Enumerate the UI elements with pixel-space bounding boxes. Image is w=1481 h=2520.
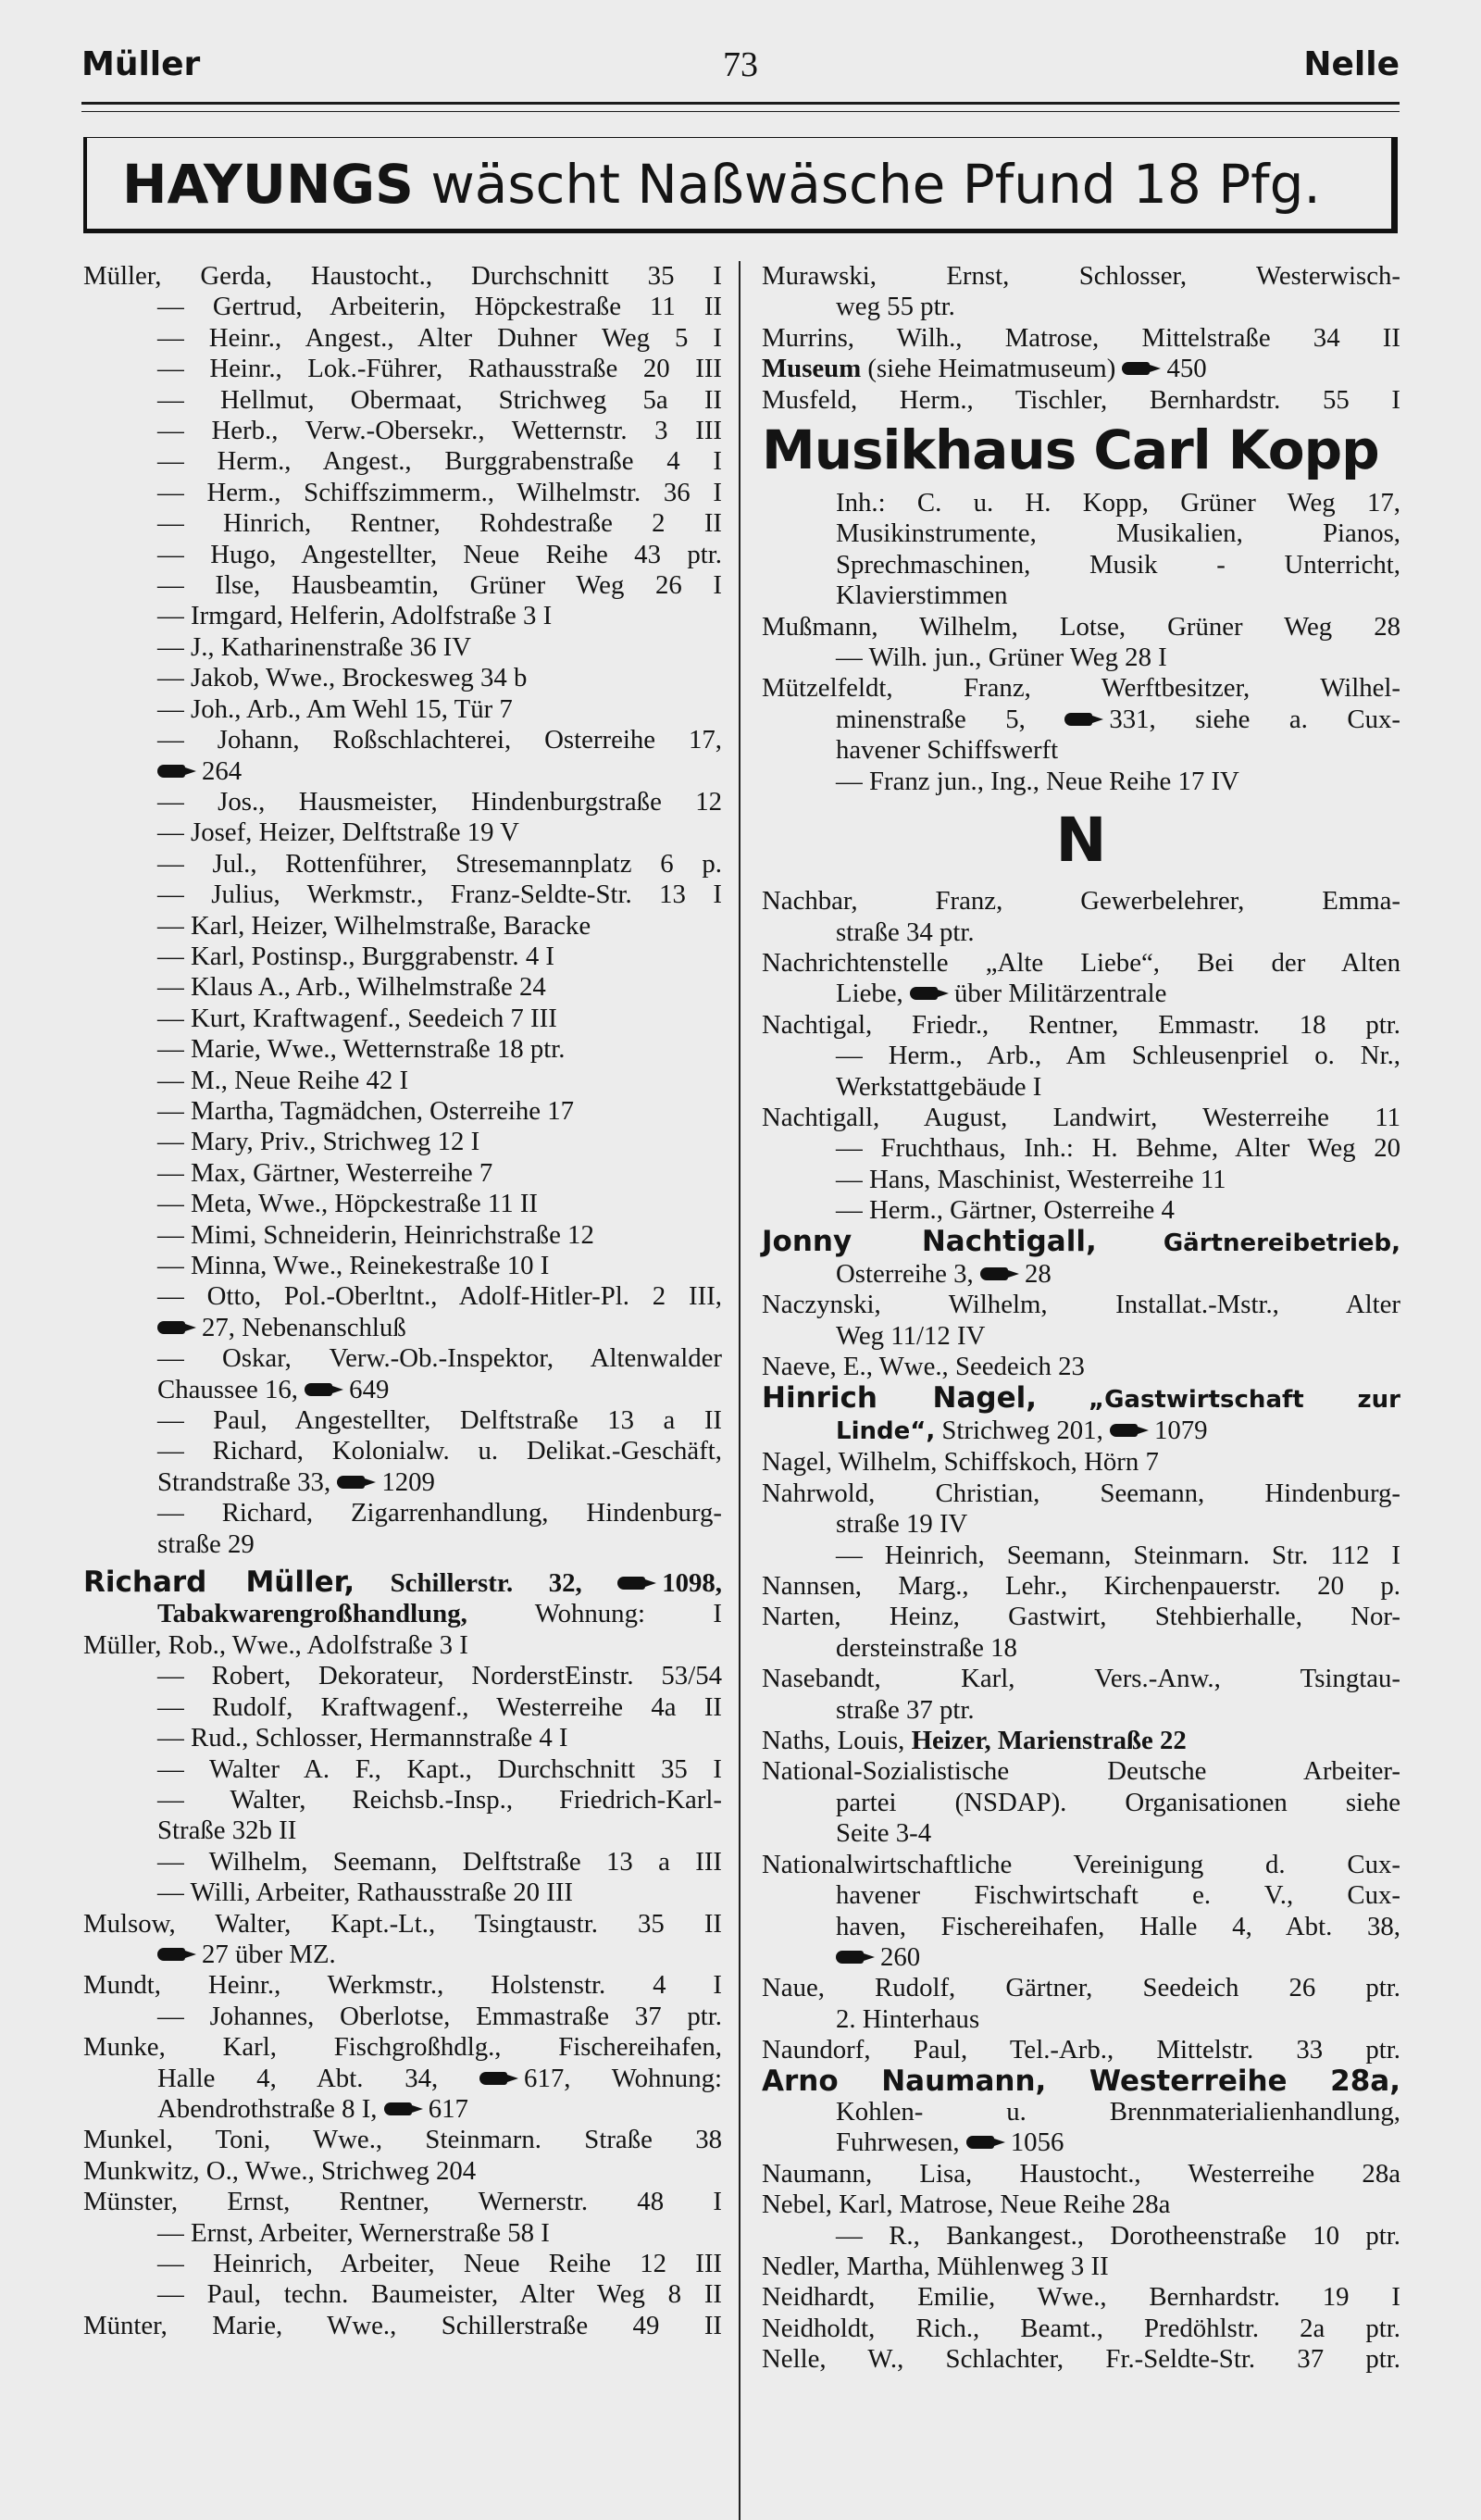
column-divider [739, 261, 740, 2520]
header-right-keyword: Nelle [1303, 45, 1400, 83]
list-item: — Hellmut, Obermaat, Strichweg 5a II [157, 384, 722, 415]
list-item: Nebel, Karl, Matrose, Neue Reihe 28a [762, 2189, 1171, 2220]
header-rule-thin [81, 111, 1400, 112]
list-item: — Heinr., Angest., Alter Duhner Weg 5 I [157, 322, 722, 353]
list-item: — Herm., Angest., Burggrabenstraße 4 I [157, 446, 722, 477]
list-item: Münster, Ernst, Rentner, Wernerstr. 48 I [83, 2187, 722, 2217]
list-item: Nelle, W., Schlachter, Fr.-Seldte-Str. 37 ptr. [762, 2344, 1400, 2375]
list-item: — Herm., Schiffszimmerm., Wilhelmstr. 36 I [157, 477, 722, 507]
telephone-icon [1110, 1424, 1149, 1437]
list-item: — Mary, Priv., Strichweg 12 I [157, 1127, 480, 1157]
list-item-continuation: weg 55 ptr. [836, 292, 955, 322]
list-item: — Karl, Heizer, Wilhelmstraße, Baracke [157, 910, 591, 941]
listing-hinrich-nagel: Hinrich Nagel, „Gastwirtschaft zur [762, 1380, 1400, 1415]
list-item: Naue, Rudolf, Gärtner, Seedeich 26 ptr. [762, 1973, 1400, 2003]
list-item: — Hugo, Angestellter, Neue Reihe 43 ptr. [157, 539, 722, 569]
list-item: — Rudolf, Kraftwagenf., Westerreihe 4a II [157, 1691, 722, 1722]
list-item-continuation: Inh.: C. u. H. Kopp, Grüner Weg 17, [836, 488, 1400, 518]
list-item-continuation: 27 über MZ. [83, 1940, 722, 1970]
list-item: Murawski, Ernst, Schlosser, Westerwisch- [762, 261, 1400, 291]
telephone-icon [980, 1267, 1019, 1280]
list-item-continuation: minenstraße 5, 331, siehe a. Cux- [836, 704, 1400, 734]
listing-richard-mueller: Richard Müller, Schillerstr. 32, 1098, [83, 1566, 722, 1600]
list-item: — Klaus A., Arb., Wilhelmstraße 24 [157, 972, 546, 1003]
list-item-continuation: 260 [762, 1942, 1400, 1973]
list-item: Nagel, Wilhelm, Schiffskoch, Hörn 7 [762, 1447, 1159, 1478]
page-number: 73 [723, 45, 758, 84]
list-item: — Oskar, Verw.-Ob.-Inspektor, Altenwalder [157, 1343, 722, 1374]
list-item: — Rud., Schlosser, Hermannstraße 4 I [157, 1723, 568, 1753]
list-item: Neidhardt, Emilie, Wwe., Bernhardstr. 19 I [762, 2282, 1400, 2313]
list-item: Nahrwold, Christian, Seemann, Hindenburg- [762, 1478, 1400, 1508]
list-item-continuation: Fuhrwesen, 1056 [836, 2127, 1064, 2158]
list-item: — Hans, Maschinist, Westerreihe 11 [836, 1164, 1226, 1194]
list-item-continuation: 27, Nebenanschluß [83, 1313, 722, 1343]
list-item: Müller, Gerda, Haustocht., Durchschnitt 35 I [83, 261, 722, 291]
list-item-continuation: 264 [83, 756, 722, 787]
list-item-continuation: dersteinstraße 18 [836, 1632, 1017, 1663]
list-item-continuation: 2. Hinterhaus [836, 2003, 980, 2034]
telephone-icon [617, 1577, 656, 1590]
list-item: Museum (siehe Heimatmuseum) 450 [762, 354, 1207, 384]
list-item: Murrins, Wilh., Matrose, Mittelstraße 34 II [762, 322, 1400, 353]
list-item: — Richard, Kolonialw. u. Delikat.-Geschäft, [157, 1436, 722, 1466]
telephone-icon [305, 1383, 343, 1396]
list-item: — Jakob, Wwe., Brockesweg 34 b [157, 663, 528, 693]
list-item-continuation: Osterreihe 3, 28 [836, 1258, 1052, 1289]
list-item: Nachrichtenstelle „Alte Liebe“, Bei der Alten [762, 947, 1400, 978]
list-item: — Walter, Reichsb.-Insp., Friedrich-Karl- [157, 1784, 722, 1815]
telephone-icon [157, 1948, 196, 1961]
list-item: — Jos., Hausmeister, Hindenburgstraße 12 [157, 786, 722, 817]
list-item: — Minna, Wwe., Reinekestraße 10 I [157, 1251, 550, 1280]
header-left-keyword: Müller [81, 45, 201, 83]
list-item: — Julius, Werkmstr., Franz-Seldte-Str. 13 I [157, 880, 722, 910]
telephone-icon [966, 2136, 1005, 2149]
list-item: — Richard, Zigarrenhandlung, Hindenburg- [157, 1498, 722, 1528]
list-item: Nannsen, Marg., Lehr., Kirchenpauerstr. 20 p. [762, 1571, 1400, 1602]
telephone-icon [1122, 362, 1161, 375]
list-item: Naundorf, Paul, Tel.-Arb., Mittelstr. 33 ptr. [762, 2035, 1400, 2065]
list-item: — Mimi, Schneiderin, Heinrichstraße 12 [157, 1219, 594, 1250]
right-column [762, 261, 1400, 2376]
list-item: Munkwitz, O., Wwe., Strichweg 204 [83, 2155, 477, 2186]
list-item: — Johannes, Oberlotse, Emmastraße 37 ptr. [157, 2001, 722, 2031]
list-item: — Heinrich, Seemann, Steinmarn. Str. 112 I [836, 1540, 1400, 1570]
list-item: Naths, Louis, Heizer, Marienstraße 22 [762, 1726, 1187, 1756]
list-item: — Willi, Arbeiter, Rathausstraße 20 III [157, 1878, 573, 1908]
telephone-icon [836, 1951, 875, 1964]
list-item: — Heinr., Lok.-Führer, Rathausstraße 20 III [157, 354, 722, 384]
left-column [83, 261, 722, 2341]
list-item-continuation: Sprechmaschinen, Musik - Unterricht, [836, 549, 1400, 580]
list-item: — Josef, Heizer, Delftstraße 19 V [157, 817, 519, 848]
list-item-continuation: haven, Fischereihafen, Halle 4, Abt. 38, [836, 1911, 1400, 1941]
list-item-continuation: Werkstattgebäude I [836, 1071, 1042, 1102]
list-item: — Meta, Wwe., Höpckestraße 11 II [157, 1189, 539, 1219]
list-item-continuation: straße 37 ptr. [836, 1694, 975, 1725]
list-item-continuation: Kohlen- u. Brennmaterialienhandlung, [836, 2096, 1400, 2127]
listing-richard-mueller-detail: Tabakwarengroßhandlung, Wohnung: I [157, 1599, 722, 1629]
list-item: — Max, Gärtner, Westerreihe 7 [157, 1157, 493, 1188]
list-item-continuation: straße 19 IV [836, 1509, 968, 1540]
telephone-icon [479, 2072, 518, 2085]
list-item: — Gertrud, Arbeiterin, Höpckestraße 11 II [157, 292, 722, 322]
list-item-continuation: havener Schiffswerft [836, 735, 1059, 766]
telephone-icon [337, 1476, 376, 1489]
list-item: Neidholdt, Rich., Beamt., Predöhlstr. 2a ptr. [762, 2313, 1400, 2343]
list-item: Munke, Karl, Fischgroßhdlg., Fischereihafen, [83, 2032, 722, 2063]
telephone-icon [157, 1321, 196, 1334]
listing-jonny-nachtigall: Jonny Nachtigall, Gärtnereibetrieb, [762, 1224, 1400, 1258]
list-item: — Wilhelm, Seemann, Delftstraße 13 a III [157, 1846, 722, 1877]
list-item: — Kurt, Kraftwagenf., Seedeich 7 III [157, 1003, 557, 1033]
list-item: — Karl, Postinsp., Burggrabenstr. 4 I [157, 941, 555, 971]
telephone-icon [1064, 713, 1103, 726]
list-item: — Walter A. F., Kapt., Durchschnitt 35 I [157, 1753, 722, 1784]
list-item: Mußmann, Wilhelm, Lotse, Grüner Weg 28 [762, 611, 1400, 642]
list-item-continuation: straße 34 ptr. [836, 917, 975, 947]
list-item: — Franz jun., Ing., Neue Reihe 17 IV [836, 766, 1239, 796]
list-item: — J., Katharinenstraße 36 IV [157, 631, 472, 662]
list-item: Munkel, Toni, Wwe., Steinmarn. Straße 38 [83, 2125, 722, 2155]
list-item: — M., Neue Reihe 42 I [157, 1065, 409, 1095]
list-item: Narten, Heinz, Gastwirt, Stehbierhalle, Nor- [762, 1602, 1400, 1632]
ad-banner [83, 137, 1398, 233]
list-item-continuation: Straße 32b II [157, 1815, 297, 1846]
header-rule-thick [81, 102, 1400, 105]
list-item: Nasebandt, Karl, Vers.-Anw., Tsingtau- [762, 1664, 1400, 1694]
list-item: Naeve, E., Wwe., Seedeich 23 [762, 1352, 1085, 1382]
list-item-continuation: straße 29 [157, 1528, 255, 1559]
list-item-continuation: Seite 3-4 [836, 1818, 932, 1849]
list-item: — Herm., Gärtner, Osterreihe 4 [836, 1195, 1175, 1226]
list-item: — Joh., Arb., Am Wehl 15, Tür 7 [157, 693, 513, 724]
telephone-icon [157, 765, 196, 778]
ad-text: wäscht Naßwäsche Pfund 18 Pfg. [430, 153, 1321, 216]
list-item: — Jul., Rottenführer, Stresemannplatz 6 p. [157, 848, 722, 879]
list-item: Nedler, Martha, Mühlenweg 3 II [762, 2251, 1109, 2281]
listing-musikhaus-carl-kopp: Musikhaus Carl Kopp [762, 418, 1379, 482]
list-item: — Ilse, Hausbeamtin, Grüner Weg 26 I [157, 570, 722, 601]
telephone-icon [910, 987, 949, 1000]
list-item: — Johann, Roßschlachterei, Osterreihe 17, [157, 725, 722, 755]
list-item: Mützelfeldt, Franz, Werftbesitzer, Wilhel- [762, 673, 1400, 704]
page-header [81, 39, 1400, 91]
list-item-continuation: Strandstraße 33, 1209 [157, 1466, 435, 1497]
list-item: Münter, Marie, Wwe., Schillerstraße 49 II [83, 2310, 722, 2340]
list-item-continuation: Halle 4, Abt. 34, 617, Wohnung: [157, 2063, 723, 2093]
list-item: — Hinrich, Rentner, Rohdestraße 2 II [157, 508, 722, 539]
list-item: — Ernst, Arbeiter, Wernerstraße 58 I [157, 2217, 550, 2248]
list-item-continuation: Linde“, Strichweg 201, 1079 [836, 1416, 1208, 1445]
list-item-continuation: Chaussee 16, 649 [157, 1374, 390, 1404]
list-item: — Paul, Angestellter, Delftstraße 13 a II [157, 1405, 722, 1436]
list-item: Müller, Rob., Wwe., Adolfstraße 3 I [83, 1629, 468, 1660]
list-item: Naczynski, Wilhelm, Installat.-Mstr., Alter [762, 1290, 1400, 1320]
list-item: Naumann, Lisa, Haustocht., Westerreihe 28a [762, 2158, 1400, 2189]
list-item: — Paul, techn. Baumeister, Alter Weg 8 II [157, 2279, 722, 2310]
section-letter: N [1055, 805, 1107, 877]
list-item: — Robert, Dekorateur, NorderstEinstr. 53/54 [157, 1661, 722, 1691]
list-item: Nachtigal, Friedr., Rentner, Emmastr. 18 ptr. [762, 1009, 1400, 1040]
list-item: Nationalwirtschaftliche Vereinigung d. Cux- [762, 1849, 1400, 1879]
list-item: — Fruchthaus, Inh.: H. Behme, Alter Weg 20 [836, 1133, 1400, 1164]
list-item: — Heinrich, Arbeiter, Neue Reihe 12 III [157, 2249, 722, 2278]
list-item: Mundt, Heinr., Werkmstr., Holstenstr. 4 I [83, 1970, 722, 2001]
list-item-continuation: partei (NSDAP). Organisationen siehe [836, 1787, 1400, 1817]
list-item: Nachbar, Franz, Gewerbelehrer, Emma- [762, 886, 1400, 917]
list-item-continuation: Abendrothstraße 8 I, 617 [157, 2093, 468, 2124]
list-item: — Irmgard, Helferin, Adolfstraße 3 I [157, 601, 553, 631]
list-item-continuation: Musikinstrumente, Musikalien, Pianos, [836, 518, 1400, 549]
list-item-continuation: Weg 11/12 IV [836, 1320, 986, 1351]
list-item: Nachtigall, August, Landwirt, Westerreihe 11 [762, 1102, 1400, 1132]
list-item: National-Sozialistische Deutsche Arbeiter- [762, 1756, 1400, 1787]
list-item: — Herb., Verw.-Obersekr., Wetternstr. 3 III [157, 416, 722, 446]
ad-brand: HAYUNGS [122, 153, 414, 216]
list-item: Mulsow, Walter, Kapt.-Lt., Tsingtaustr. 35 II [83, 1908, 722, 1939]
list-item-continuation: Liebe, über Militärzentrale [836, 979, 1167, 1009]
list-item-continuation: Klavierstimmen [836, 580, 1008, 611]
listing-arno-naumann: Arno Naumann, Westerreihe 28a, [762, 2064, 1400, 2098]
list-item: — Herm., Arb., Am Schleusenpriel o. Nr., [836, 1041, 1400, 1071]
list-item: — Marie, Wwe., Wetternstraße 18 ptr. [157, 1034, 566, 1065]
list-item: — Otto, Pol.-Oberltnt., Adolf-Hitler-Pl. 2 III, [157, 1281, 722, 1312]
list-item: — Wilh. jun., Grüner Weg 28 I [836, 642, 1167, 673]
list-item: Musfeld, Herm., Tischler, Bernhardstr. 55 I [762, 384, 1400, 415]
list-item: — R., Bankangest., Dorotheenstraße 10 ptr. [836, 2220, 1400, 2251]
telephone-icon [384, 2102, 423, 2115]
list-item: — Martha, Tagmädchen, Osterreihe 17 [157, 1095, 575, 1126]
list-item-continuation: havener Fischwirtschaft e. V., Cux- [836, 1880, 1400, 1911]
